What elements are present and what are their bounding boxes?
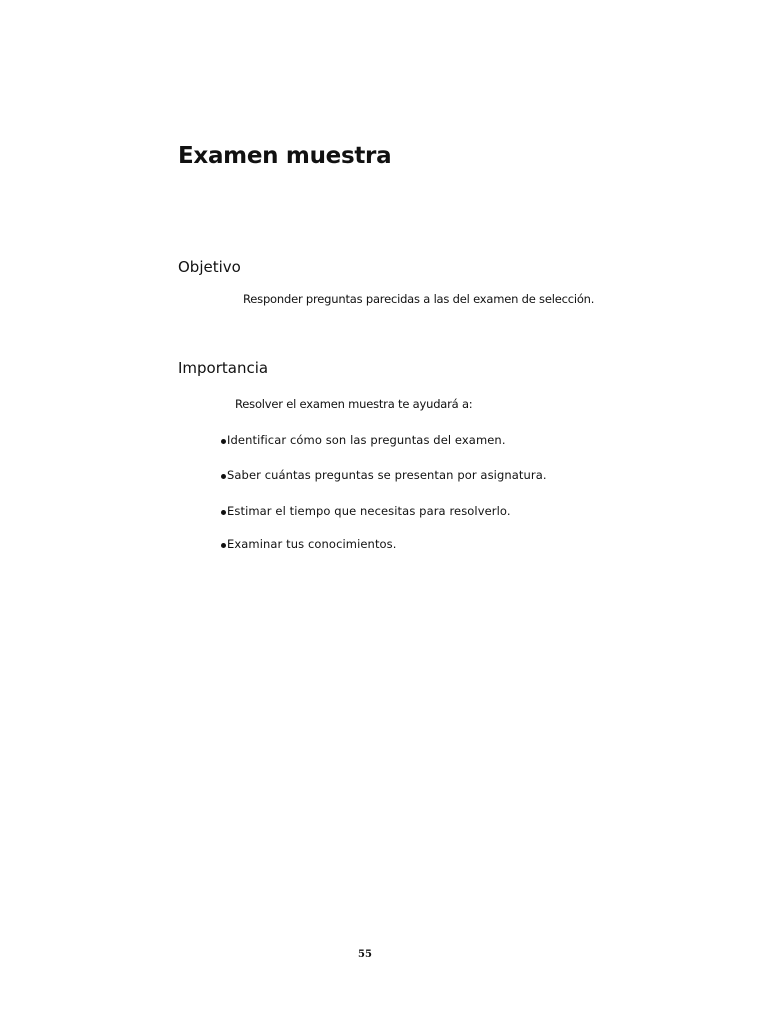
list-item (221, 468, 547, 482)
list-item (221, 537, 397, 551)
bullet-icon (221, 543, 226, 548)
objective-text: Responder preguntas parecidas a las del examen de selección. (243, 292, 595, 306)
list-item (221, 433, 506, 447)
importance-heading: Importancia (178, 359, 269, 377)
bullet-text: Identificar cómo son las preguntas del examen. (227, 433, 506, 447)
list-item (221, 504, 511, 518)
bullet-text: Saber cuántas preguntas se presentan por asignatura. (227, 468, 547, 482)
bullet-icon (221, 474, 226, 479)
importance-intro: Resolver el examen muestra te ayudará a: (235, 397, 473, 411)
page-number: 55 (358, 949, 372, 960)
bullet-icon (221, 439, 226, 444)
bullet-text: Estimar el tiempo que necesitas para resolverlo. (227, 504, 511, 518)
objective-heading: Objetivo (178, 258, 241, 276)
bullet-icon (221, 510, 226, 515)
page-title: Examen muestra (178, 143, 392, 169)
bullet-text: Examinar tus conocimientos. (227, 537, 397, 551)
